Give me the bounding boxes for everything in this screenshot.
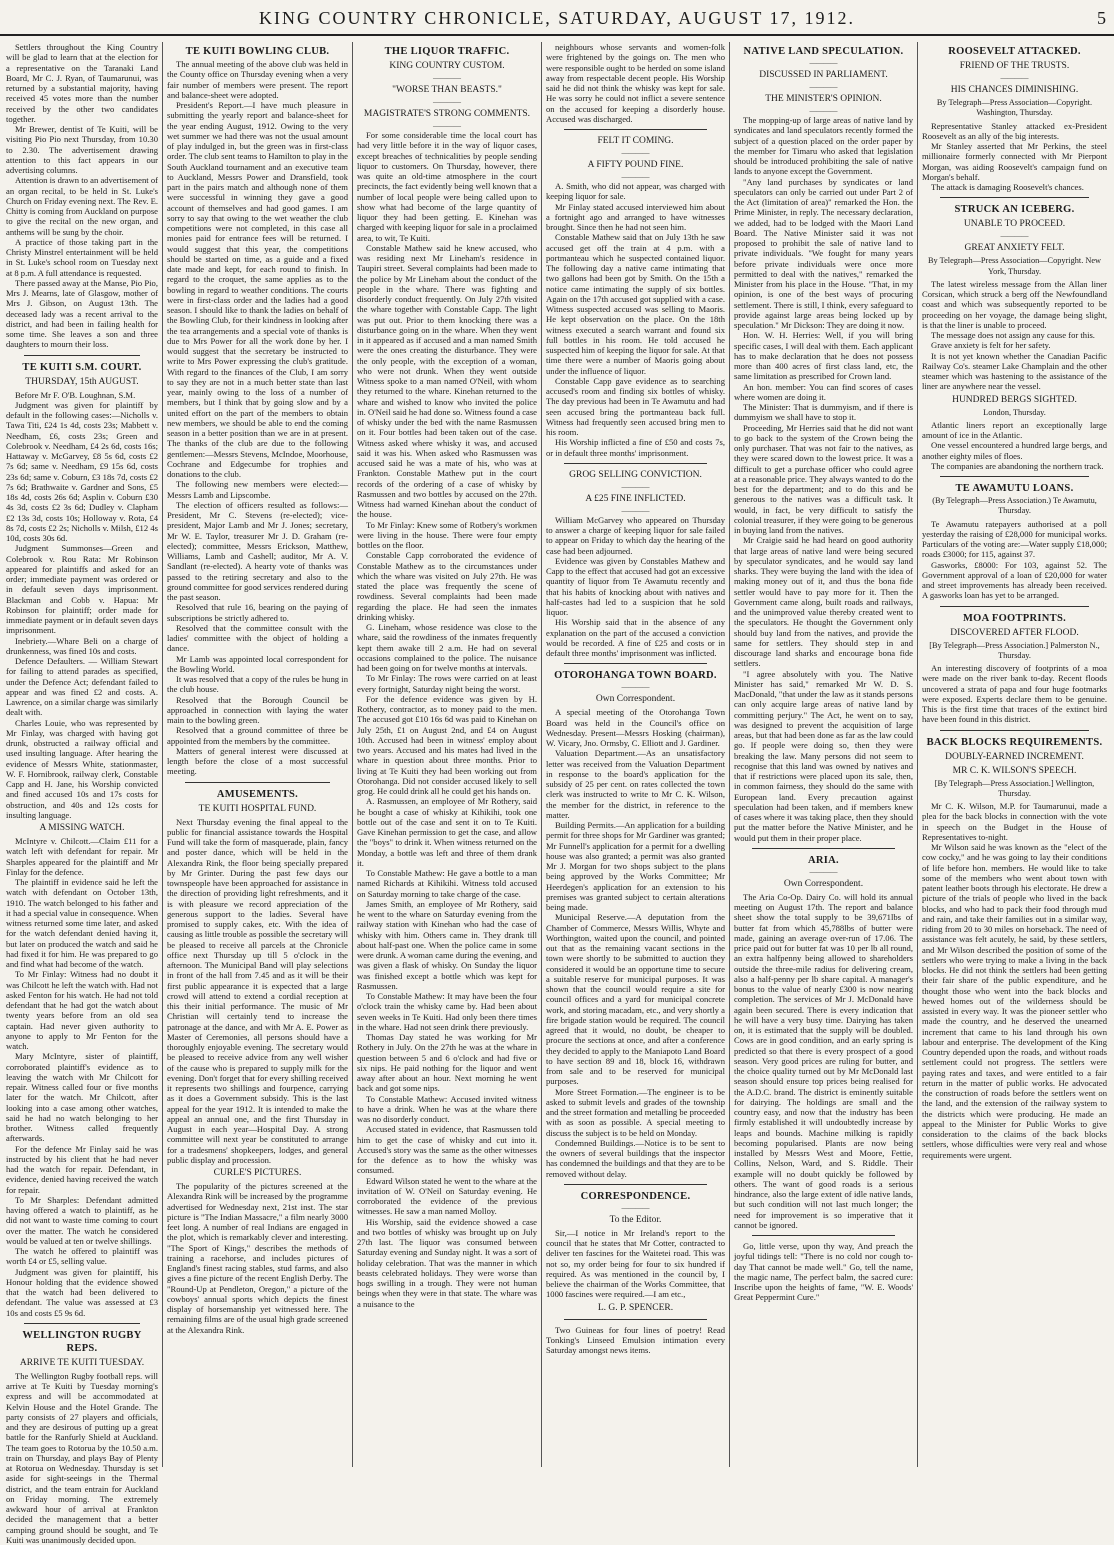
column-rule (24, 355, 140, 356)
paragraph: Evidence was given by Constables Mathew and Capp to the effect that accused had got an excessive quantity of liquor from Te Awamutu recently and that his habits of knocking about with natives and half-castes had led to a suspicion that he sold liquor. (546, 555, 725, 617)
paragraph: Municipal Reserve.—A deputation from the Chamber of Commerce, Messrs Willis, Whyte and Worthington, waited upon the council, and pointed out that as the remaining vacant sections in the town were shortly to be submitted to auction they considered it would be an opportune time to secure a suitable reserve for municipal purposes. It was shown that the council would require a site for council offices and a yard for municipal concrete work, and storing macadam, etc., and very shortly a fire brigade station would be required. The council agreed that it would, no doubt, be cheaper to procure the sections at once, and after a conference they decided to apply to the Maniapoto Land Board to have section 89 and 18, block 16, withdrawn from sale and to be reserved for municipal purposes. (546, 912, 725, 1087)
paragraph: McIntyre v. Chilcott.—Claim £11 for a watch left with defendant for repair. Mr Sharples appeared for the plaintiff and Mr Finlay for the defence. (6, 836, 158, 877)
paragraph: Go, little verse, upon thy way, And preach the joyful tidings tell: "There is no cold nor cough to-day That cannot be made well." Go, tell the name, the magic name, The perfect balm, the sacred cure: Inscribe upon the heights of fame, "W. E. Woods' Great Peppermint Cure." (734, 1241, 913, 1303)
paragraph: Next Thursday evening the final appeal to the public for financial assistance towards the Hospital Fund will take the form of masquerade, plain, fancy and poster dance, which will be held in the Alexandra Rink, the floor being specially prepared by Mr Grinter. During the past few days our townspeople have been approached for assistance in the direction of providing light refreshments, and it is with pleasure we record appreciation of the generous support to the ladies. Several have promised to supply cakes, etc. With the idea of causing as little trouble as possible the secretary will be pleased to receive all parcels at the Chronicle office next Thursday up till 5 o'clock in the afternoon. The Municipal Band will play selections in front of the hall from 7.45 and as it will be their first public appearance it is expected that a large crowd will attend to extend a cordial reception at this their initial performance. The music of Mr Christian will certainly tend to increase the patronage at the dance, and with Mr A. E. Power as Master of Ceremonies, all persons should have a thoroughly enjoyable evening. The secretary would be pleased to receive advice from any well wisher of the cause who is prepared to supply milk for the evening. Don't forget that for every shilling received it represents two shillings and fourpence, carrying as it does a Government subsidy. This is the last appeal for the year 1912. It is intended to make the appeal an annual one, and the first Thursday in August in each year—Hospital Day. A strong committee will next year be constituted to arrange for a tradesmens' shopkeepers, lodges, and general public display and procession. (167, 816, 348, 1165)
column-rule (752, 848, 895, 849)
column-6 (917, 42, 1111, 1467)
paragraph: Two Guineas for four lines of poetry! Read Tonking's Linseed Emulsion intimation every Saturday amongst news items. (546, 1324, 725, 1355)
paragraph: Sir,—I notice in Mr Ireland's report to the council that he states that Mr Cotter, contracted to deliver ten fascines for the Waitetei road. This was not so, my order being for four to six hundred if required. As was mentioned in the council by, I believe the chairman of the Works Committee, that 1000 fascines were required.—I am etc., (546, 1227, 725, 1300)
ornament-rule: ———— (809, 867, 838, 876)
paragraph: Valuation Department.—As an unsatisfactory letter was received from the Valuation Department in response to the board's application for the subsidy of 25 per cent. on rates collected the town clerk was instructed to write to Mr C. K. Wilson, the member for the district, in reference to the matter. (546, 748, 725, 820)
paragraph: G. Lineham, whose residence was close to the whare, said the rowdiness of the inmates frequently kept them awake till 2 a.m. He had on several occasions complained to the police. The nuisance had been going on for twelve months at intervals. (357, 622, 537, 673)
ornament-rule: ———— (621, 149, 650, 157)
paragraph: Proceeding, Mr Herries said that he did not want to go back to the system of the Crown being the only purchaser. That was not fair to the natives, as they were scared down to the lowest price. It was a difficult to get a purchase officer who could agree at a reasonable price. They always wanted to do the best for the department; and to do this and be generous to the natives was a difficult task. It would, in fact, be very difficult to satisfy the colonial treasurer, if they were going to be generous in buying land from the natives. (734, 422, 913, 535)
subheading: "WORSE THAN BEASTS." (392, 85, 502, 95)
paragraph: To Mr Finlay: The rows were carried on at least every fortnight, Saturday night being the worst. (357, 673, 537, 694)
article-headline: WELLINGTON RUGBY REPS. (22, 1329, 142, 1354)
dateline: [By Telegraph—Press Association.] Palmerston N., Thursday. (929, 640, 1100, 660)
subheading: FRIEND OF THE TRUSTS. (959, 61, 1070, 71)
paragraph: His Worship inflicted a fine of £50 and costs 7s, or in default three months' imprisonment. (546, 437, 725, 458)
subheading: UNABLE TO PROCEED. (963, 219, 1066, 230)
paragraph: Resolved that rule 16, bearing on the paying of subscriptions be strictly adhered to. (167, 602, 348, 623)
paragraph: Judgment Summonses—Green and Colebrook v. Rou Rata: Mr Robinson appeared for plaintiffs and asked for an order; immediate payment was ordered or in default seven days imprisonment. Blackman and Cobb v. Hapua: Mr Robinson for plaintiff; order made for immediate payment or in default seven days imprisonment. (6, 543, 158, 636)
paragraph: To Constable Mathew: He gave a bottle to a man named Richards at Kihikihi. Witness told accused on Saturday morning to take charge of the case. (357, 868, 537, 899)
paragraph: "Any land purchases by syndicates or land speculators can only be carried out under Part 2 of the Act (limitation of area)" remarked the Hon. the Prime Minister, in reply. The necessary declaration, we added, had to be lodged with the Maori Land Board. The Native Minister said it was not proposed to prohibit the sale of native land to private individuals. "We fought for many years before private individuals were once more permitted to deal with the natives," remarked the Minister from his place in the House. "That, in my opinion, is one of the best ways of procuring settlement. There is still, I think, every safeguard to provide against large areas being locked up by speculation." Mr Dickson: They are doing it now. (734, 176, 913, 330)
subheading: MR C. K. WILSON'S SPEECH. (952, 765, 1077, 776)
ornament-rule: ———— (621, 173, 650, 181)
paragraph: The following new members were elected:—Messrs Lamb and Lipscombe. (167, 479, 348, 500)
column-rule (940, 730, 1089, 731)
subheading: GROG SELLING CONVICTION. (569, 469, 702, 480)
column-rule (564, 1319, 707, 1320)
paragraph: Hon. W. H. Herries: Well, if you will bring specific cases, I will deal with them. Each applicant has to make declaration that he does not possess more than 400 acres of first class land, etc, the same limitation as prescribed for Crown land. (734, 330, 913, 382)
subheading: Own Correspondent. (595, 694, 676, 705)
column-rule (752, 1235, 895, 1236)
paragraph: More Street Formation.—The engineer is to be asked to submit levels and grades of the township and the street formation and metalling be proceeded with as soon as possible. A special meeting to discuss the subject is to be held on Monday. (546, 1086, 725, 1138)
paragraph: It was resolved that a copy of the rules be hung in the club house. (167, 674, 348, 695)
column-rule (564, 663, 707, 664)
paragraph: It is not yet known whether the Canadian Pacific Railway Co's. steamer Lake Champlain and the other steamer which was hastening to the assistance of the liner are anywhere near the vessel. (922, 350, 1107, 392)
subheading: Own Correspondent. (783, 878, 864, 889)
paragraph: The companies are abandoning the northern track. (931, 460, 1104, 471)
ornament-rule: ———— (433, 122, 461, 130)
paragraph: Thomas Day stated he was working for Mr Rothery in July. On the 27th he was at the whare in question between 5 and 6 o'clock and had five or six nips. He paid nothing for the liquor and went away after about an hour. Next morning he went back and got some nips. (357, 1032, 537, 1094)
paragraph: Mr C. K. Wilson, M.P. for Taumarunui, made a plea for the back blocks in connection with the vote in speech on the Budget in the House of Representatives to-night. (922, 801, 1107, 842)
subheading: KING COUNTRY CUSTOM. (389, 61, 505, 71)
subheading: MAGISTRATE'S STRONG COMMENTS. (363, 109, 531, 119)
article-headline: MOA FOOTPRINTS. (962, 612, 1067, 624)
paragraph: Constable Mathew said he knew accused, who was residing next Mr Lineham's residence in Taupiri street. Several complaints had been made to the police by Mr Lineham about the conduct of the people in the whare. There was fighting and disorderly conduct frequently. On July 27th visited the whare together with Constable Capp. The light was put out. Prior to them knocking there was a disturbance going on in the whare. When they went in it appeared as if accused and a man named Smith were the ones creating the disturbance. They were the only people, with the exception of a woman, who were not drunk. When they went outside Witness spoke to a man named O'Neil, with whom they returned to the whare. Kinehan returned to the whare and wished to know who invited the police in. O'Neil said he had done so. Witness found a case of whisky under the bed with the name Rasmussen on it. Four bottles had been taken out of the case. Witness asked where whisky it was, and accused said it was his. When asked who Rasmussen was accused said he was a mate of his, who was at Frankton. Constable Mathew put in the court records of the ordering of a case of whisky by Rasmussen and two bottles by accused on the 27th. Witness had warned Kinehan about the conduct of the house. (357, 242, 537, 520)
paragraph: neighbours whose servants and women-folk were frightened by the goings on. The men who were responsible ought to be herded on some island away from respectable decent people. His Worship said he did not think the whisky was kept for sale. He was sorry he could not inflict a severe sentence on the accused for keeping a disorderly house. Accused was discharged. (546, 42, 725, 124)
subheading: THURSDAY, 15th AUGUST. (25, 376, 139, 387)
paragraph: For some considerable time the local court has had very little before it in the way of liquor cases, except breaches of technicalities by people sending liquor to customers. On Thursday, however, there was quite an old-time atmosphere in the court precincts, the fact evidently being well known that a number of local people were being called upon to show what had become of the large quantity of liquor they had been getting. E. Kinehan was charged with keeping liquor for sale in a proclaimed area, to wit, Te Kuiti. (357, 130, 537, 243)
paragraph: An interesting discovery of footprints of a moa were made on the river bank to-day. Recent floods uncovered a strata of papa and four huge footmarks were exposed. Experts declare them to be genuine. This is the first time that traces of the extinct bird have been found in this district. (922, 663, 1107, 725)
paragraph: The election of officers resulted as follows:—President, Mr C. Stevens (re-elected); vice-president, Major Lamb and Mr J. Jones; secretary, Mr W. E. Taylor, treasurer Mr J. D. Graham (re-elected); committee, Messrs Erickson, Matthew, Williams, Lamb and Cashell; auditor, Mr A. V. Sandlant (re-elected). A hearty vote of thanks was passed to the retiring secretary and also to the ground committee for good services rendered during the past season. (167, 499, 348, 602)
paragraph: Mr Stanley asserted that Mr Perkins, the steel millionaire formerly connected with Mr Pierpont Morgan, was aiding Roosevelt's campaign fund on Morgan's behalf. (922, 141, 1107, 182)
paragraph: A. Rasmussen, an employee of Mr Rothery, said he bought a case of whisky at Kihikihi, took one bottle out of the case and sent it on to Te Kuiti. Gave Kinehan permission to get the case, and allow the "boys" to drink it. When witness returned on the Monday, a bottle was left and three of them drank it. (357, 796, 537, 868)
paragraph: Charles Louie, who was represented by Mr Finlay, was charged with having got drunk, obstructed a railway official and used insulting language. After hearing the evidence of Messrs White, stationmaster, W. F. Hornibrook, railway clerk, Constable Capp and H. Jane, his Worship convicted and fined accused 10s and 17s costs for obstruction, and 40s and 12s costs for insulting language. (6, 717, 158, 820)
column-rule (940, 476, 1089, 477)
paragraph: Matters of general interest were discussed at length before the close of a most successful meeting. (167, 745, 348, 777)
paragraph: Te Awamutu ratepayers authorised at a poll yesterday the raising of £28,000 for municipal works. Particulars of the voting are:—Water supply £18,000; roads £3000; for 115, against 37. (922, 518, 1107, 560)
subheading: TE KUITI HOSPITAL FUND. (198, 803, 317, 814)
paragraph: A special meeting of the Otorohanga Town Board was held in the Council's office on Wednesday. Present—Messrs Hosking (chairman), W. Vicary, Jno. Ormsby, C. Elliott and J. Gardiner. (546, 707, 725, 748)
paragraph: Mr Finlay stated accused interviewed him about a fortnight ago and arranged to have witnesses brought. Since then he had not seen him. (546, 201, 725, 232)
paragraph: Mr Craigie said he had heard on good authority that large areas of native land were being secured by speculator syndicates, and he would say land sharks. They were buying the land with the idea of making money out of it, and thus the bona fide settler would have to pay more for it. Then the Government came along, built roads and railways, and the unimproved value thereby created went to the speculators. He thought the Government only should buy land from the natives, and provide the same for settlers. They should step in and discourage land sharks and encourage bona fide settlers. (734, 535, 913, 669)
newspaper-title: KING COUNTRY CHRONICLE, SATURDAY, AUGUST 17, 1912. (258, 8, 856, 28)
paragraph: Mr Lamb was appointed local correspondent for the Bowling World. (167, 653, 348, 674)
ornament-rule: ———— (621, 683, 650, 692)
paragraph: His Worship, said the evidence showed a case and two bottles of whisky was brought up on July 27th last. The liquor was consumed between Saturday evening and Sunday night. It was a sort of holiday celebration. That was the manner in which beasts celebrated holidays. They were worse than hogs swilling in a trough. They were not human beings when they were in that state. The whare was a nuisance to the (357, 1216, 537, 1309)
paragraph: Constable Mathew said that on July 13th he saw accused get off the train at 4 p.m. with a portmanteau which he suspected contained liquor. The following day a native came intimating that two gallons had been got by Smith. On the 15th a notice came intimating the supply of six bottles. Again on the 17th accused got supplied with a case. Witness suspected accused was selling to Maoris. He kept observation on the place. On the 18th witness executed a search warrant and found six full bottles in his room. He told accused he suspected him of keeping the liquor for sale. At that time there were a number of Maoris going about under the influence of liquor. (546, 232, 725, 376)
paragraph: Mr Brewer, dentist of Te Kuiti, will be visiting Pio Pio next Thursday, from 10.30 to 2.30. The advertisement drawing attention to this fact appears in our advertising columns. (6, 124, 158, 175)
subheading: To the Editor. (609, 1214, 662, 1225)
paragraph: To Mr Finlay: Knew some of Rotbery's workmen were living in the house. There were four empty bottles on the floor. (357, 519, 537, 550)
subheading: L. G. P. SPENCER. (597, 1302, 674, 1313)
ornament-rule: ———— (621, 1203, 650, 1212)
paragraph: Atlantic liners report an exceptionally large amount of ice in the Atlantic. (922, 419, 1107, 440)
paragraph: A practice of those taking part in the Christy Minstrel entertainment will be held in St. Luke's school room on Tuesday next at 8 p.m. A full attendance is requested. (6, 236, 158, 278)
paragraph: One vessel encountered a hundred large bergs, and another eighty miles of floes. (922, 440, 1107, 461)
paragraph: The watch he offered to plaintiff was worth £4 or £5, selling value. (6, 1246, 158, 1267)
column-3 (352, 42, 541, 1467)
article-headline: ROOSEVELT ATTACKED. (948, 46, 1081, 57)
column-rule (940, 197, 1089, 198)
subheading: A MISSING WATCH. (39, 823, 125, 833)
paragraph: The popularity of the pictures screened at the Alexandra Rink will be increased by the programme advertised for Wednesday next, 21st inst. The star picture is "The Indian Massacre," a film nearly 3000 feet long. A number of real Indians are engaged in the plot, which is remarkably clever and interesting. "The Sport of Kings," describes the methods of training a racehorse, and includes pictures of England's finest racing stables, stud farms, and also gives a fine picture of the recent English Derby. The "Round-Up at Pendleton, Oregon," a picture of the cowboys' annual sports which depicts the finest display of horsemanship yet witnessed here. The remaining films are of the usual high grade screened at the Alexandra Rink. (167, 1181, 348, 1335)
paragraph: Mr Wilson said he was known as the "elect of the cow cocky," and he was going to lay their conditions of life before hon. members. He would like to take some of the members who went about town with patent leather boots through his electorate. He drew a picture of the trials of people who lived in the back blocks, and who had to pack their food through mud and rain, and take their families out in a similar way, riding from 20 to 30 miles on horseback. The need of assistance was felt acutely, he said, by these settlers, and Mr Wilson described the position of some of the settlers who were trying to make a living in the back blocks. He did not think the settlers had been getting their fair share of the public expenditure, and he thought those who went into the back blocks and hewed homes out of the wilderness should be assisted in every way. It was the pioneer settler who made the country, and he deserved the unearned increment that came to his land through his own labour and enterprise. The development of the King Country depended upon the roads, and without roads settlement could not progress. The settlers were paying rates and taxes, and were entitled to a fair return in the matter of public works. He advocated the construction of roads before the settlers went on the land, and the extension of the railway system to the districts which were producing. He made an appeal to the Minister for Public Works to give consideration to the claims of the back blocks settlers, whose difficulties were very real and whose requirements were urgent. (922, 842, 1107, 1160)
ornament-rule: ———— (809, 83, 838, 91)
subheading: HUNDRED BERGS SIGHTED. (952, 394, 1077, 405)
article-headline: BACK BLOCKS REQUIREMENTS. (926, 736, 1103, 748)
ornament-rule: ———— (809, 107, 838, 115)
subheading: DOUBLY-EARNED INCREMENT. (945, 751, 1084, 762)
paragraph: Resolved that a ground committee of three be appointed from the members by the committee. (167, 725, 348, 746)
paragraph: Grave anxiety is felt for her safety. (931, 340, 1051, 351)
paragraph: Attention is drawn to an advertisement of an organ recital, to be held in St. Luke's Church on Friday evening next. The Rev. E. Chitty is coming from Auckland on purpose to give the recital on the new organ, and anthems will be sung by the choir. (6, 175, 158, 237)
article-headline: AMUSEMENTS. (216, 788, 299, 800)
column-rule (24, 1323, 140, 1324)
paragraph: The attack is damaging Roosevelt's chances. (931, 182, 1084, 192)
paragraph: Mary McIntyre, sister of plaintiff, corroborated plaintiff's evidence as to leaving the watch with Mr Chilcott for repair. Witness called four or five months later for the watch. Mr Chilcott, after looking into a case among other watches, said he had no watch belonging to her brother. Witness called frequently afterwards. (6, 1051, 158, 1144)
column-rule (185, 782, 330, 783)
paragraph: Accused stated in evidence, that Rasmussen told him to get the case of whisky and cut into it. Accused's story was the same as the other witnesses for the defence as to how the whisky was consumed. (357, 1124, 537, 1176)
paragraph: The Minister: That is dummyism, and if there is dummyism we shall have to stop it. (734, 402, 913, 423)
paragraph: Before Mr F. O'B. Loughnan, S.M. (15, 389, 136, 400)
subheading: FELT IT COMING. (597, 136, 674, 146)
article-headline: STRUCK AN ICEBERG. (954, 204, 1075, 216)
dateline: (By Telegraph—Press Association.) Te Awamutu, Thursday. (932, 496, 1097, 516)
subheading: DISCOVERED AFTER FLOOD. (950, 627, 1079, 638)
paragraph: Representative Stanley attacked ex-President Roosevelt as an ally of the big interests. (922, 120, 1107, 141)
paragraph: The latest wireless message from the Allan liner Corsican, which struck a berg off the Newfoundland coast and which was subsequently reported to be proceeding on her voyage, the damage being slight, is that the liner is unable to proceed. (922, 278, 1107, 330)
paragraph: James Smith, an employee of Mr Rothery, said he went to the whare on Saturday evening from the railway station with Kinehan who had the case of whisky with him. Others came in. They drank till about half-past one. When the police came in some were drunk. A woman came during the evening, and was given a flask of whisky. On Sunday the liquor was finished except a bottle which was kept for Rasmussen. (357, 898, 537, 991)
paragraph: The Wellington Rugby football reps. will arrive at Te Kuiti by Tuesday morning's express and will be accommodated at Kelvin House and the Hotel Grande. The party consists of 27 players and officials, and they are desirous of putting up a great battle for the Ranfurly Shield at Auckland. The team goes to Rotorua by the 10.50 a.m. train on Thursday, and plays Bay of Plenty at Rotorua on Wednesday. Thursday is set aside for sight-seeings in the Thermal district, and the team entrain for Auckland on Friday morning. The extremely awkward hour of arrival at Frankton decided the management that a better camping ground should be sought, and Te Kuiti was unanimously decided upon. (6, 1370, 158, 1545)
subheading: GREAT ANXIETY FELT. (964, 243, 1065, 254)
paragraph: Judgment was given for plaintiff by default in the following cases:—Nicholls v. Tawa Titi, £24 1s 4d, costs 23s; Mabbett v. Needham, £6, costs 23s; Green and Colebrook v. Needham, £4 2s 6d, costs 16s; Hattaway v. McGarvey, £8 5s 6d, costs £2 7s 6d; same v. Needham, £9 15s 6d, costs 23s 6d; same v. Coburn, £3 18s 7d, costs £2 7s 6d; Brathwaite v. Gardner and Sons, £5 18s 4d, costs 26s 6d; Asplin v. Coburn £30 4s 3d, costs £2 3s 6d; Dudley v. Clapham £2 13s 3d, costs 10s; Holloway v. Rota, £4 8s 7d, costs £2 2s; Nicholls v. Milsh, £12 4s 10d, costs 30s 6d. (6, 399, 158, 543)
page-number: 5 (1097, 8, 1106, 28)
subheading: ARRIVE TE KUITI TUESDAY. (19, 1357, 145, 1368)
paragraph: "I agree absolutely with you. The Native Minister has said," remarked Mr W. D. S. MacDonald, "that under the law as it stands persons can only acquire large areas of native land by committing perjury." The Act, he went on to say, was designed to prevent the acquisition of large areas, but that had been done as far as the law could go. If people were doing so, then they were breaking the law. Many persons did not seem to recognise that this land was owned by natives and that if restrictions were placed upon its sale, then, in common fairness, they should do the same with European land. Every precaution against speculation had been taken, and if members knew of cases where it was taking place, then they should put the matter before the Native Minister, and he would put them in their proper place. (734, 668, 913, 843)
paragraph: For the defence Mr Finlay said he was instructed by his client that he had never had the watch for repair. Defendant, in evidence, denied having received the watch for repair. (6, 1143, 158, 1195)
dateline: By Telegraph—Press Association—Copyright. New York, Thursday. (927, 256, 1102, 276)
article-headline: TE KUITI BOWLING CLUB. (185, 46, 330, 57)
article-headline: CORRESPONDENCE. (580, 1190, 691, 1202)
ornament-rule: ———— (433, 98, 461, 106)
paragraph: Constable Capp corroborated the evidence of Constable Mathew as to the circumstances under which the whare was visited on July 27th. He was stated the place was frequently the scene of rowdiness. Several complaints had been made regarding the place. He had seen the inmates drinking whisky. (357, 550, 537, 622)
column-5 (729, 42, 917, 1467)
subheading: CURLE'S PICTURES. (213, 1168, 302, 1178)
paragraph: To Constable Mathew: It may have been the four o'clock train the whisky came by. Had been about seven weeks in Te Kuiti. Had only been there times in the whare. Had not seen drink there previously. (357, 991, 537, 1032)
ornament-rule: ———— (1000, 232, 1029, 241)
subheading: HIS CHANCES DIMINISHING. (950, 85, 1079, 95)
paragraph: To Mr Sharples: Defendant admitted having offered a watch to plaintiff, as he did not want to waste time coming to court over the matter. The watch he considered would be valued at ten or twelve shillings. (6, 1194, 158, 1246)
column-rule (564, 1184, 707, 1185)
column-4 (541, 42, 729, 1467)
paragraph: Inebriety.—Whare Beli on a charge of drunkenness, was fined 10s and costs. (6, 635, 158, 656)
article-headline: THE LIQUOR TRAFFIC. (384, 46, 510, 57)
article-headline: TE KUITI S.M. COURT. (22, 361, 142, 373)
article-headline: NATIVE LAND SPECULATION. (743, 46, 904, 57)
ornament-rule: ———— (621, 482, 650, 491)
paragraph: Edward Wilson stated he went to the whare at the invitation of W. O'Neil on Saturday evening. He corroborated the evidence of the previous witnesses. He saw a man named Molloy. (357, 1175, 537, 1217)
paragraph: To Constable Mathew: Accused invited witness to have a drink. When he was at the whare there was no disorderly conduct. (357, 1093, 537, 1124)
ornament-rule: ———— (809, 59, 838, 67)
paragraph: Resolved that the Borough Council be approached in connection with laying the water main to the bowling green. (167, 694, 348, 725)
paragraph: President's Report.—I have much pleasure in submitting the yearly report and balance-sheet for the year ending August, 1912. Owing to the very wet summer we had there was not the usual amount of play indulged in, but the green was in first-class order. The club sent teams to Hamilton to play in the South Auckland tournament and an executive team to Auckland, Messrs Power and Dransfield, took part in the pairs match and although none of them were successful in winning they gave a good account of themselves and had good games. I am sorry to say that owing to the wet weather the club competitions were not completed, in this case all monies paid for entrance fees will be returned. I would suggest that this year, the competitions should be started on time, as a guide and a fixed date made and kept, for each round to finish. In regard to the croquet, the same applies as to the bowling in regard to weather conditions. The courts were in first-class order and the ladies had a good season. I should like to thank the ladies on behalf of the Bowling Club, for their kindness in looking after the tea arrangements and a special vote of thanks is due to Mrs Power for all the work done by her. I would suggest that the secretary be instructed to write to Mrs Power expressing the club's gratitude. With regard to the finances of the Club, I am sorry to say they are not in a much better state than last year, mainly owing to the loss of a number of members, but I think that by going slow and by a united effort on the part of the members to obtain new members, we should be able to end the coming season in a better position than we are in at present. The thanks of the club are due to the following gentlemen:—Messrs Stevens, McIndoe, Moorhouse, Cochrane and Edgecumbe for trophies and donations to the club. (167, 100, 348, 479)
article-headline: TE AWAMUTU LOANS. (955, 483, 1074, 494)
paragraph: Condemned Buildings.—Notice is to be sent to the owners of several buildings that the inspector has condemned the buildings and that they are to be removed without delay. (546, 1137, 725, 1179)
dateline: London, Thursday. (983, 407, 1046, 417)
paragraph: A. Smith, who did not appear, was charged with keeping liquor for sale. (546, 181, 725, 202)
subheading: DISCUSSED IN PARLIAMENT. (759, 70, 888, 80)
paragraph: The message does not assign any cause for this. (931, 330, 1095, 340)
paragraph: The annual meeting of the above club was held in the County office on Thursday evening when a very fair number of members were present. The report and balance-sheet were adopted. (167, 59, 348, 100)
paragraph: Resolved that the committee consult with the ladies' committee with the object of holding a dance. (167, 622, 348, 654)
dateline: By Telegraph—Press Association—Copyright. Washington, Thursday. (936, 98, 1093, 118)
paragraph: There passed away at the Manse, Pio Pio, Mrs J. Mearns, late of Glasgow, mother of Mrs J. Gibson, on August 13th. The deceased lady was a recent arrival to the district, and had been in failing health for some time. She leaves a son and three daughters to mourn their loss. (6, 277, 158, 350)
paragraph: The Aria Co-Op. Dairy Co. will hold its annual meeting on August 17th. The report and balance sheet show the total supply to be 39,671lbs of butter fat from which 45,788lbs of butter were made, gaining an average over-run of 17.06. The price paid out for butter fat was 10 per lb all round, an extra halfpenny being allowed to shareholders outside the three-mile radius for delivering cream, also a half-penny per lb share capital. A manager's bonus to the value of nearly £300 is now nearing completion. The services of Mr J. McDonald have again been secured. There is every indication that he will have a very busy time. Dairying has taken on, it is estimated that the supply will be doubled. Cows are in good condition, and an early spring is predicted so that there is every prospect of a good season. Very good prices are ruling for butter, and the choice quality turned out by Mr McDonald last season should ensure top prices being realised for the A.D.C. brand. The district is eminently suitable for dairying. The holdings are small and the country easy, and now that the industry has been firmly established it will undoubtedly increase by leaps and bounds. Machine milking is rapidly becoming popularised. Plants are now being installed by Messrs West and Moore, Fettie, Collins, Nelson, Ward, and S. Riddle. Their example will no doubt quickly be followed by others. The want of good roads is a serious hindrance, also the large extent of idle native lands, but such condition will not last much longer; the need for improvement is so imperative that it cannot be ignored. (734, 891, 913, 1230)
paragraph: Settlers throughout the King Country will be glad to learn that at the election for a representative on the Taranaki Land Board, Mr C. J. Ryan, of Taumarunui, was returned by a substantial majority, having received 45 votes more than the number received by the other two candidates together. (6, 42, 158, 124)
paragraph: Constable Capp gave evidence as to searching accused's room and finding six bottles of whisky. The day previous had been in Te Awamutu and had seen accused bring the portmanteau back full. Witness had frequently seen accused bring men to his room. (546, 375, 725, 437)
ornament-rule: ———— (621, 506, 650, 515)
ornament-rule: ———— (433, 74, 461, 82)
column-1 (2, 42, 162, 1545)
paragraph: An hon. member: You can find scores of cases where women are doing it. (734, 381, 913, 402)
column-2 (162, 42, 352, 1467)
paragraph: His Worship said that in the absence of any explanation on the part of the accused a conviction would be recorded. A fine of £25 and costs or in default three months' imprisonment was inflicted. (546, 617, 725, 658)
paragraph: The plaintiff in evidence said he left the watch with defendant on October 13th, 1910. The watch belonged to his father and it had a special value in consequence. When witness returned some time later, and asked for the watch defendant denied having it, but later on produced the watch and said he had fixed it for him. He was prepared to go and find what had become of the watch. (6, 877, 158, 969)
paragraph: William McGarvey who appeared on Thursday to answer a charge of keeping liquor for sale failed to appear on Friday to which day the hearing of the case had been adjourned. (546, 514, 725, 556)
article-headline: ARIA. (808, 854, 839, 866)
masthead (0, 0, 1114, 36)
paragraph: Defence Defaulters. — William Stewart for failing to attend parades as specified, under the Defence Act; defendant failed to appear and was fined £2 and costs. A. Lawrence, on a similar charge was similarly dealt with. (6, 656, 158, 718)
subheading: THE MINISTER'S OPINION. (765, 94, 882, 104)
dateline: [By Telegraph—Press Association.] Wellington, Thursday. (934, 778, 1095, 798)
paragraph: Judgment was given for plaintiff, his Honour holding that the evidence showed that the watch had been delivered to defendant. The value was assessed at £3 10s and costs £5 9s 6d. (6, 1266, 158, 1318)
column-rule (940, 606, 1089, 607)
article-headline: OTOROHANGA TOWN BOARD. (554, 670, 717, 682)
subheading: A FIFTY POUND FINE. (587, 160, 684, 170)
paragraph: Building Permits.—An application for a building permit for three shops for Mr Gardiner was granted; Mr Funnell's application for a permit for a dwelling house was also granted; a permit was also granted Mr J. Morgan for two shops subject to the plans being approved by the Works Committee; Mr Heerdegen's application for an extension to his premises was granted subject to certain alterations being made. (546, 820, 725, 912)
paragraph: Gasworks, £8000: For 103, against 52. The Government approval of a loan of £20,000 for water and street improvements has already been received. A gasworks loan has yet to be arranged. (922, 559, 1107, 601)
column-rule (564, 129, 707, 130)
column-rule (564, 463, 707, 464)
paragraph: To Mr Finlay: Witness had no doubt it was Chilcott he left the watch with. Had not asked Fenton for his watch. He had not told defendant that he had got the watch about twenty years before from an old sea captain. Had never given authority to anyone to apply to Mr Fenton for the watch. (6, 969, 158, 1051)
paragraph: The mopping-up of large areas of native land by syndicates and land speculators recently formed the subject of a question placed on the order paper by the member for Timaru who asked that legislation should be introduced prohibiting the sale of native lands to anyone except the Government. (734, 115, 913, 177)
ornament-rule: ———— (1000, 74, 1029, 82)
paragraph: For the defence evidence was given by H. Rothery, contractor, as to money paid to the men. The accused got £10 16s 6d was paid to Kinehan on July 25th, £1 on August 2nd, and £4 on August 10th. Accused had been in witness' employ about two years. Accused and his mates had lived in the whare in question about three months. Prior to living at Te Kuiti they had been working out from Otorohanga. Did not consider accused likely to sell grog. He could drink all he could get his hands on. (357, 693, 537, 796)
subheading: A £25 FINE INFLICTED. (585, 493, 686, 504)
